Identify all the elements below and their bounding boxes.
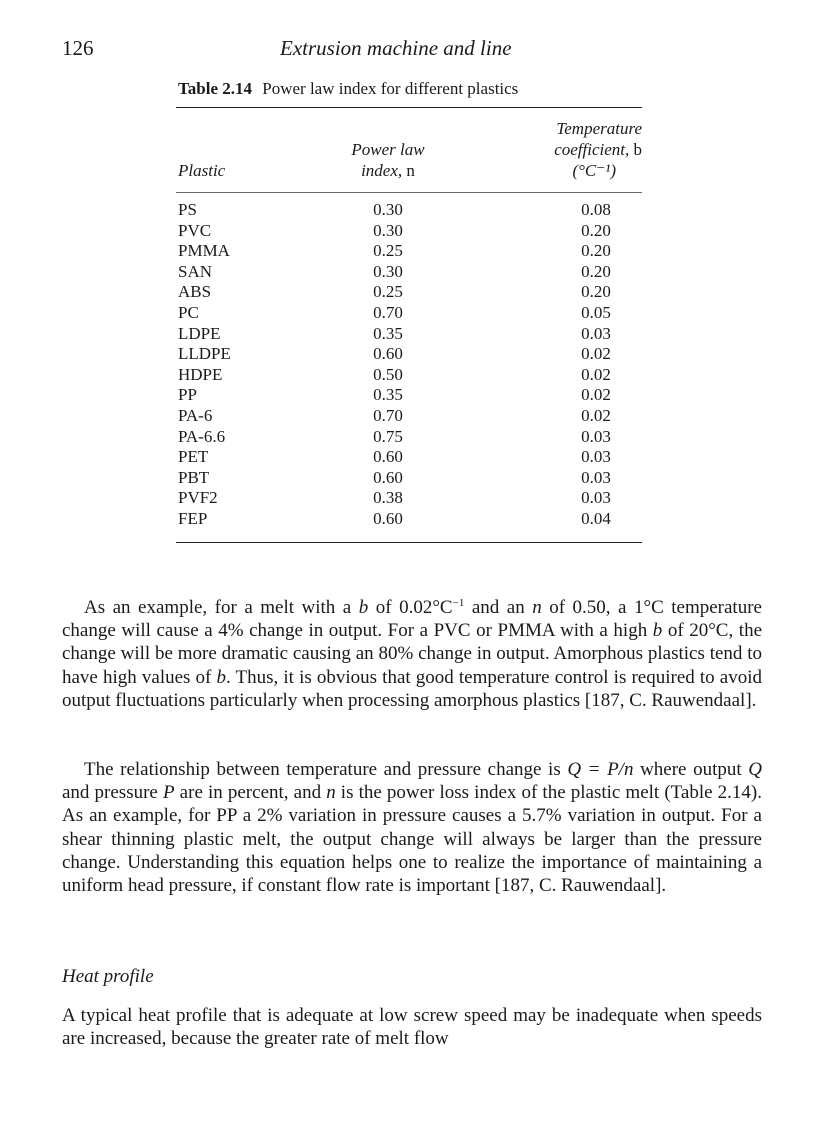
- cell-temperature-coefficient: 0.02: [581, 405, 611, 425]
- cell-power-law-index: 0.60: [373, 447, 403, 467]
- table-caption-number: Table 2.14: [178, 79, 253, 98]
- cell-temperature-coefficient: 0.03: [581, 467, 611, 487]
- table-row: [176, 241, 642, 262]
- table-row: [176, 324, 642, 345]
- cell-plastic: PET: [178, 447, 209, 467]
- cell-power-law-index: 0.60: [373, 344, 403, 364]
- cell-power-law-index: 0.60: [373, 508, 403, 528]
- cell-power-law-index: 0.30: [373, 220, 403, 240]
- table-row: [176, 488, 642, 509]
- cell-power-law-index: 0.70: [373, 405, 403, 425]
- table-bottom-rule: [176, 542, 642, 543]
- page-header: [62, 36, 762, 62]
- table-row: [176, 509, 642, 530]
- table-row: [176, 447, 642, 468]
- cell-power-law-index: 0.25: [373, 241, 403, 261]
- section-title-heat-profile: Heat profile: [62, 966, 154, 987]
- table-row: [176, 385, 642, 406]
- table-row: [176, 282, 642, 303]
- cell-temperature-coefficient: 0.03: [581, 323, 611, 343]
- cell-plastic: PA-6: [178, 405, 213, 425]
- cell-plastic: PVC: [178, 220, 212, 240]
- cell-plastic: PMMA: [178, 241, 230, 261]
- table-header-rule: [176, 192, 642, 193]
- table-body: [176, 200, 642, 530]
- cell-power-law-index: 0.30: [373, 261, 403, 281]
- cell-temperature-coefficient: 0.03: [581, 447, 611, 467]
- cell-plastic: PC: [178, 302, 199, 322]
- cell-temperature-coefficient: 0.20: [581, 282, 611, 302]
- table-row: [176, 365, 642, 386]
- cell-temperature-coefficient: 0.20: [581, 241, 611, 261]
- column-header-plastic: Plastic: [178, 161, 226, 180]
- cell-power-law-index: 0.38: [373, 488, 403, 508]
- cell-temperature-coefficient: 0.02: [581, 364, 611, 384]
- cell-plastic: LDPE: [178, 323, 221, 343]
- column-header-power-law-index: [318, 139, 458, 181]
- power-header-line1: Power law: [351, 140, 425, 159]
- cell-temperature-coefficient: 0.05: [581, 302, 611, 322]
- page-number: 126: [62, 36, 94, 60]
- cell-temperature-coefficient: 0.02: [581, 385, 611, 405]
- cell-power-law-index: 0.70: [373, 302, 403, 322]
- table-row: [176, 303, 642, 324]
- cell-plastic: HDPE: [178, 364, 223, 384]
- cell-power-law-index: 0.25: [373, 282, 403, 302]
- table-caption-text: Power law index for different plastics: [262, 79, 519, 98]
- cell-power-law-index: 0.75: [373, 426, 403, 446]
- table-row: [176, 221, 642, 242]
- cell-temperature-coefficient: 0.03: [581, 426, 611, 446]
- column-header-temperature-coefficient: [500, 118, 642, 181]
- paragraph-heat-profile: A typical heat profile that is adequate at low screw speed may be inadequate when speeds are increased, because the greater rate of melt flow: [62, 1005, 762, 1050]
- cell-plastic: PBT: [178, 467, 210, 487]
- table-row: [176, 344, 642, 365]
- power-header-line2: index, n: [361, 161, 415, 180]
- cell-power-law-index: 0.35: [373, 323, 403, 343]
- cell-plastic: PVF2: [178, 488, 218, 508]
- paragraph-temperature-example: As an example, for a melt with a b of $0.02^\circ C^{-1}$ and an n of 0.50, a 1°C temperature change will cause a 4% change in output. For a PVC or PMMA with a high b of 20°C, the change will be more dramatic causing an 80% change in output. Amorphous plastics tend to have high values of b. Thus, it is obvious that good temperature control is required to avoid output fluctuations particularly when processing amorphous plastics [187, C. Rauwendaal].: [62, 597, 762, 711]
- temp-header-line1: Temperature: [556, 119, 642, 138]
- cell-plastic: LLDPE: [178, 344, 231, 364]
- table-row: [176, 427, 642, 448]
- cell-temperature-coefficient: 0.03: [581, 488, 611, 508]
- table-row: [176, 262, 642, 283]
- cell-plastic: SAN: [178, 261, 213, 281]
- table-top-rule: [176, 107, 642, 108]
- paragraph-pressure-relationship: The relationship between temperature and pressure change is Q = P/n where output Q and pressure P are in percent, and n is the power loss index of the plastic melt (Table 2.14). As an example, for PP a 2% variation in pressure causes a 5.7% variation in output. For a shear thinning plastic melt, the output change will always be larger than the pressure change. Understanding this equation helps one to realize the importance of maintaining a uniform head pressure, if constant flow rate is important [187, C. Rauwendaal].: [62, 759, 763, 897]
- cell-temperature-coefficient: 0.20: [581, 220, 611, 240]
- cell-temperature-coefficient: 0.02: [581, 344, 611, 364]
- table-row: [176, 406, 642, 427]
- cell-power-law-index: 0.50: [373, 364, 403, 384]
- cell-plastic: FEP: [178, 508, 208, 528]
- running-title: Extrusion machine and line: [280, 36, 512, 60]
- table-row: [176, 468, 642, 489]
- cell-power-law-index: 0.30: [373, 200, 403, 219]
- cell-plastic: PP: [178, 385, 197, 405]
- cell-plastic: PA-6.6: [178, 426, 226, 446]
- cell-power-law-index: 0.35: [373, 385, 403, 405]
- cell-plastic: ABS: [178, 282, 212, 302]
- table-row: [176, 200, 642, 221]
- cell-temperature-coefficient: 0.20: [581, 261, 611, 281]
- cell-plastic: PS: [178, 200, 197, 219]
- temp-header-line2: coefficient, b: [554, 140, 642, 159]
- cell-temperature-coefficient: 0.08: [581, 200, 611, 219]
- cell-temperature-coefficient: 0.04: [581, 508, 611, 528]
- table-caption: [178, 79, 518, 99]
- temp-header-unit: (°C⁻¹): [572, 161, 616, 180]
- cell-power-law-index: 0.60: [373, 467, 403, 487]
